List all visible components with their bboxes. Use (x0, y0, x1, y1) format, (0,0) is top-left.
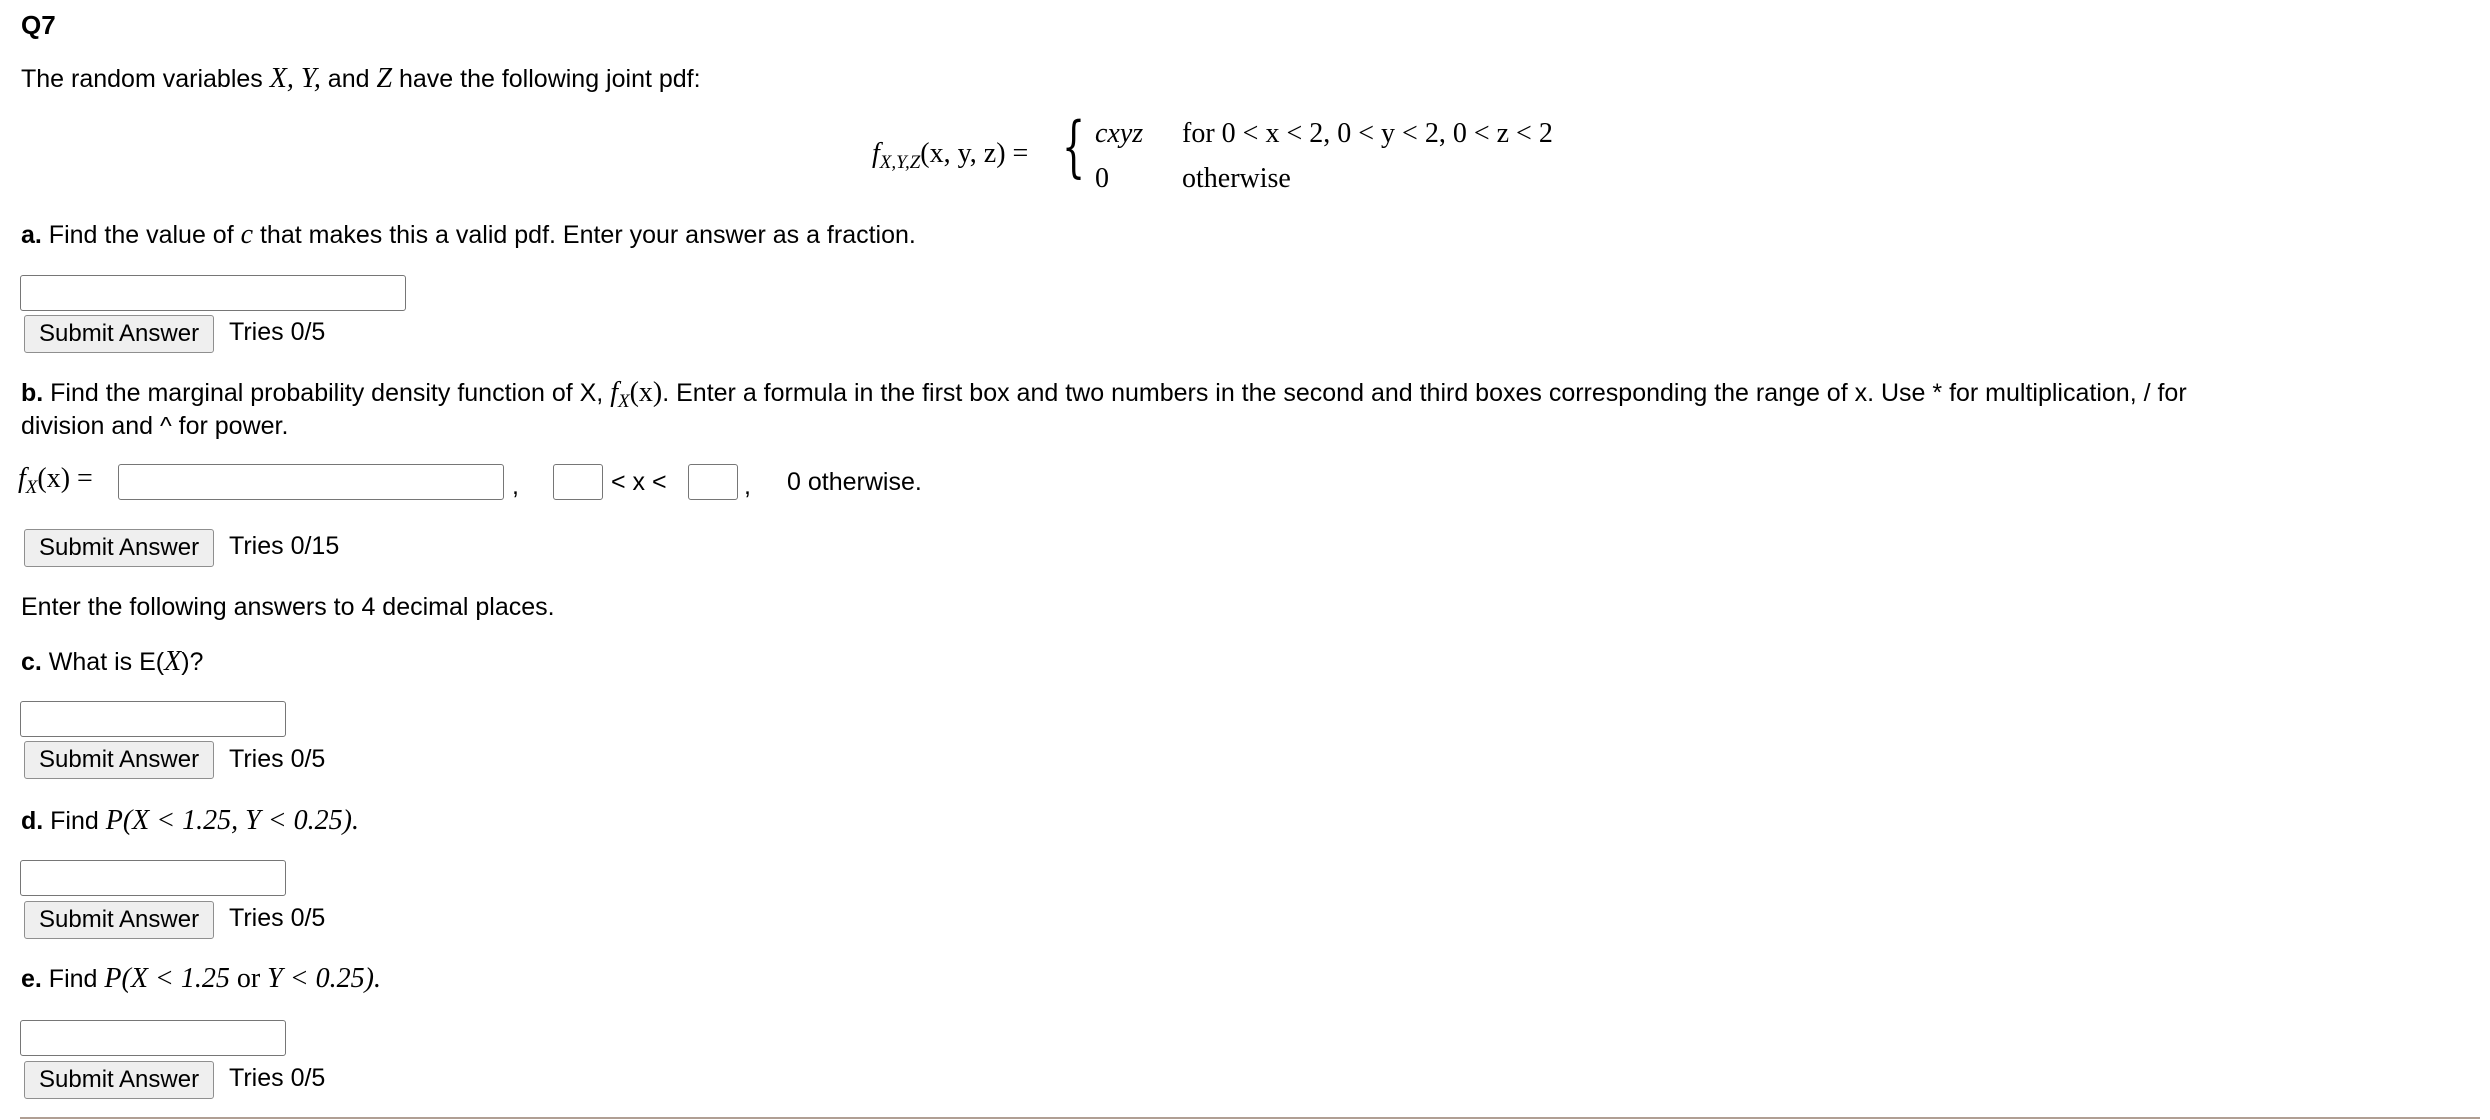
part-d-prompt (21, 805, 359, 837)
part-b-fx-subscript: X (617, 391, 630, 412)
part-a-var: c (240, 219, 254, 250)
part-b-eq-f: f (18, 463, 26, 494)
part-b-eq-args: (x) = (37, 463, 93, 494)
part-b-submit-button[interactable]: Submit Answer (24, 529, 214, 567)
part-b-range-inequality: < x < (611, 468, 667, 496)
part-d-expression: P(X < 1.25, Y < 0.25). (105, 805, 359, 836)
part-e-prompt (21, 963, 381, 995)
pdf-case2-value: 0 (1095, 163, 1109, 194)
part-e-expression-b: Y < 0.25). (267, 963, 381, 994)
part-b-comma-1: , (512, 472, 519, 500)
intro-var-z: Z (376, 63, 393, 94)
part-c-prompt (21, 646, 203, 678)
bottom-divider (20, 1117, 2480, 1119)
part-d-text: Find (43, 807, 106, 835)
part-d-tries: Tries 0/5 (229, 904, 326, 932)
part-b-fx-args: (x) (629, 377, 663, 408)
part-b-upper-bound-input[interactable] (688, 464, 738, 500)
part-d-label: d. (21, 807, 44, 835)
part-e-or: or (229, 963, 268, 994)
pdf-lhs-args: (x, y, z) = (920, 138, 1029, 169)
part-a-prompt (21, 219, 916, 251)
pdf-case1-condition: for 0 < x < 2, 0 < y < 2, 0 < z < 2 (1182, 118, 1553, 149)
part-b-formula-input[interactable] (118, 464, 504, 500)
part-c-submit-button[interactable]: Submit Answer (24, 741, 214, 779)
part-b-text-before: Find the marginal probability density function of X, (43, 379, 611, 407)
part-a-answer-input[interactable] (20, 275, 406, 311)
pdf-case2-condition: otherwise (1182, 163, 1291, 194)
part-e-text: Find (41, 965, 105, 993)
part-b-label: b. (21, 379, 44, 407)
part-b-comma-2: , (744, 472, 751, 500)
part-b-eq-subscript: X (25, 477, 38, 498)
part-a-text-before: Find the value of (41, 221, 241, 249)
part-e-answer-input[interactable] (20, 1020, 286, 1056)
part-b-fx-f: f (610, 377, 618, 408)
intro-and: and (320, 65, 377, 93)
part-b-otherwise: 0 otherwise. (787, 468, 922, 496)
part-b-prompt-line2: division and ^ for power. (21, 412, 289, 440)
question-title: Q7 (21, 10, 56, 40)
part-e-tries: Tries 0/5 (229, 1064, 326, 1092)
part-c-tries: Tries 0/5 (229, 745, 326, 773)
part-c-text: What is E( (41, 648, 165, 676)
part-c-var: X (164, 646, 182, 677)
part-c-answer-input[interactable] (20, 701, 286, 737)
intro-text-after: have the following joint pdf: (392, 65, 701, 93)
part-d-answer-input[interactable] (20, 860, 286, 896)
pdf-lhs-subscript: X,Y,Z (879, 152, 921, 173)
pdf-lhs-f: f (872, 138, 880, 169)
part-b-prompt-line1 (21, 377, 2187, 412)
intro-text-before: The random variables (21, 65, 270, 93)
pdf-lhs (872, 138, 1029, 173)
question-intro (21, 63, 701, 95)
part-b-tries: Tries 0/15 (229, 532, 340, 560)
part-e-submit-button[interactable]: Submit Answer (24, 1061, 214, 1099)
pdf-case1-value: cxyz (1095, 118, 1144, 149)
part-c-label: c. (21, 648, 42, 676)
part-a-label: a. (21, 221, 42, 249)
pdf-brace: { (1062, 108, 1086, 185)
part-a-text-after: that makes this a valid pdf. Enter your answer as a fraction. (253, 221, 916, 249)
part-c-close: )? (181, 648, 204, 676)
part-b-lower-bound-input[interactable] (553, 464, 603, 500)
decimal-instructions: Enter the following answers to 4 decimal places. (21, 593, 555, 621)
part-e-label: e. (21, 965, 42, 993)
intro-vars: X, Y, (269, 63, 321, 94)
part-b-text-after: . Enter a formula in the first box and two numbers in the second and third boxes corresponding the range of x. Use * for multiplication, / for (662, 379, 2187, 407)
part-a-tries: Tries 0/5 (229, 318, 326, 346)
part-b-equation-label (18, 463, 93, 498)
part-e-expression-a: P(X < 1.25 (104, 963, 230, 994)
part-d-submit-button[interactable]: Submit Answer (24, 901, 214, 939)
part-a-submit-button[interactable]: Submit Answer (24, 315, 214, 353)
